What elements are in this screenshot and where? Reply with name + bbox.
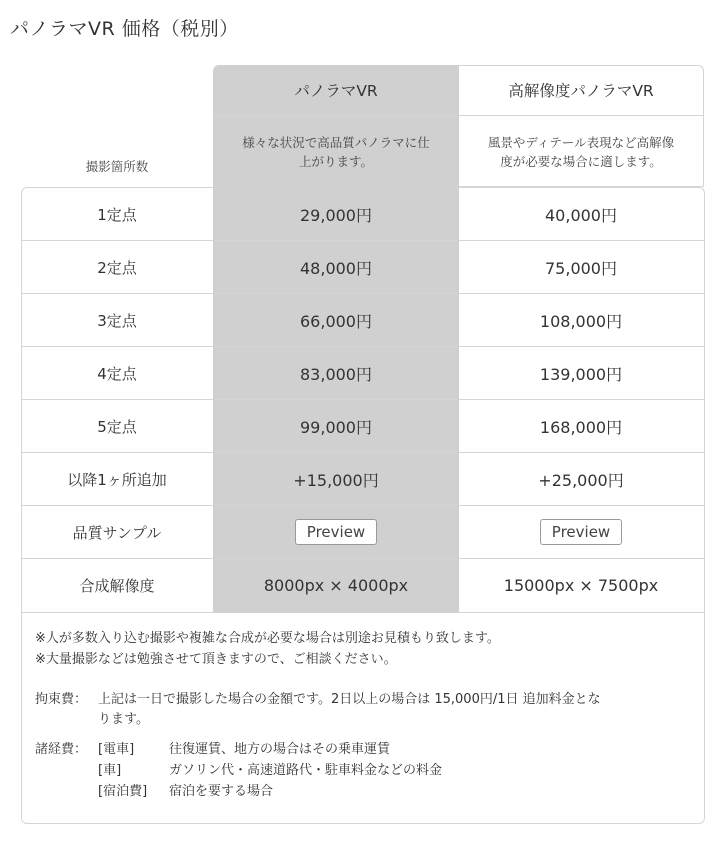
price-hires: 75,000円 [545,258,617,278]
price-standard: 99,000円 [300,417,372,437]
row-label: 合成解像度 [79,577,155,595]
price-standard: 66,000円 [300,311,372,331]
expense-item [98,782,618,803]
expense-text: ガソリン代・高速道路代・駐車料金などの料金 [169,763,443,778]
plan-desc-hires [459,116,703,187]
price-standard: 83,000円 [300,364,372,384]
restraint-fee-line1: 上記は一日で撮影した場合の金額です。2日以上の場合は 15,000円/1日 追加料金とな [98,692,601,707]
plan-desc-standard-line1: 様々な状況で高品質パノラマに仕 [242,134,430,150]
row-divider [21,612,705,613]
price-hires: 139,000円 [539,364,623,384]
row-label: 4定点 [97,364,137,383]
restraint-fee-text [98,690,601,730]
page-title: パノラマVR 価格（税別） [10,18,239,40]
plan-desc-hires-line2: 度が必要な場合に適します。 [500,153,662,169]
row-label: 1定点 [97,205,137,224]
expense-text: 宿泊を要する場合 [169,784,274,799]
resolution-standard: 8000px × 4000px [263,576,409,595]
row-label: 以降1ヶ所追加 [67,470,167,489]
expense-item [98,761,618,782]
price-hires: 40,000円 [545,205,617,225]
expense-tag: [電車] [98,742,135,757]
note-line: ※人が多数入り込む撮影や複雑な合成が必要な場合は別途お見積もり致します。 [35,631,500,646]
restraint-fee-label: 拘束費： [35,692,88,707]
resolution-hires: 15000px × 7500px [503,576,659,595]
price-standard: 29,000円 [300,205,372,225]
plan-desc-hires-line1: 風景やディテール表現など高解像 [487,134,675,150]
preview-button-standard[interactable]: Preview [295,519,377,545]
expense-tag: [宿泊費] [98,784,148,799]
row-label: 2定点 [97,258,137,277]
corner-label: 撮影箇所数 [85,159,149,174]
price-standard: +15,000円 [293,470,379,490]
row-label: 5定点 [97,417,137,436]
plan-name-standard: パノラマVR [294,82,378,100]
plan-name-hires: 高解像度パノラマVR [508,82,654,100]
notes [35,628,500,670]
row-label: 3定点 [97,311,137,330]
preview-cell-hires [459,506,703,558]
expenses-label: 諸経費： [35,742,88,757]
restraint-fee [35,690,695,732]
restraint-fee-line2: ります。 [98,712,149,727]
expenses [35,740,695,804]
price-hires: 168,000円 [539,417,623,437]
preview-cell-standard [213,506,459,558]
plan-desc-standard [213,116,459,187]
row-label: 品質サンプル [72,523,162,542]
expenses-list [98,740,618,803]
price-table-box [21,65,705,824]
expense-text: 往復運賃、地方の場合はその乗車運賃 [169,742,391,757]
plan-desc-standard-line2: 上がります。 [298,153,373,169]
preview-button-hires[interactable]: Preview [540,519,622,545]
price-standard: 48,000円 [300,258,372,278]
price-hires: 108,000円 [539,311,623,331]
expense-tag: [車] [98,763,122,778]
expense-item [98,740,618,761]
price-hires: +25,000円 [538,470,624,490]
note-line: ※大量撮影などは勉強させて頂きますので、ご相談ください。 [35,652,397,667]
